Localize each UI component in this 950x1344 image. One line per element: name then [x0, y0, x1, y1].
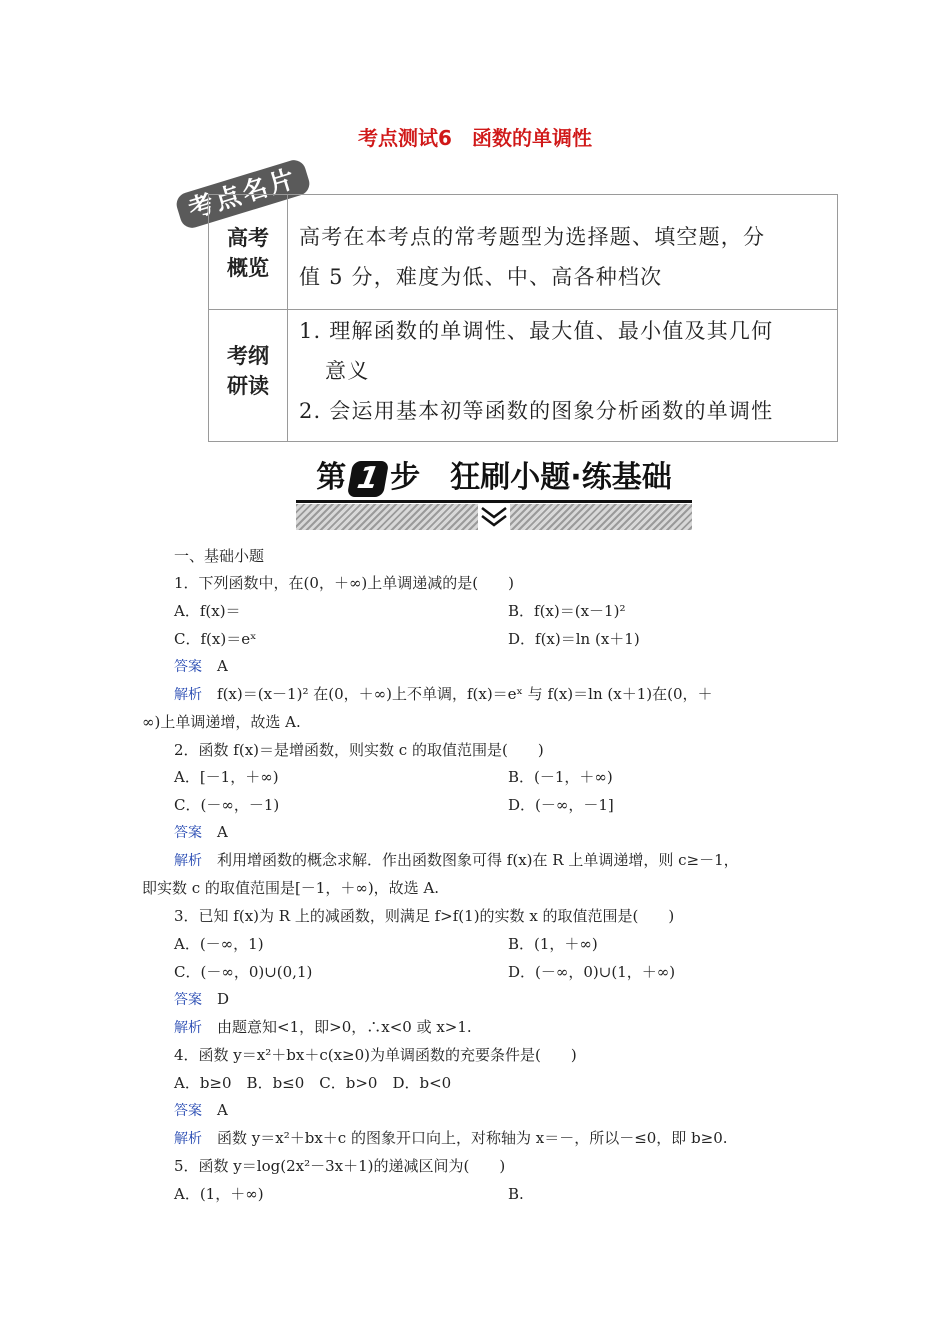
q2-option-c: C．(－∞，－1)	[174, 796, 280, 814]
card-stamp: 考点名片	[174, 157, 313, 231]
q1-analysis: 解析 f(x)＝(x－1)² 在(0，＋∞)上不单调，f(x)＝eˣ 与 f(x)＝ln (x＋1)在(0，＋	[174, 685, 713, 703]
q1-stem: 1．下列函数中，在(0，＋∞)上单调递减的是( )	[174, 574, 514, 592]
page-title: 考点测试6 函数的单调性	[358, 126, 592, 150]
q2-answer: 答案 A	[174, 823, 228, 841]
step-banner: 第 1 步 狂刷小题·练基础	[296, 456, 692, 534]
row2-line2: 意义	[325, 359, 370, 383]
q2-analysis-cont: 即实数 c 的取值范围是[－1，＋∞)，故选 A.	[142, 879, 440, 897]
row2-line1: 1. 理解函数的单调性、最大值、最小值及其几何	[299, 319, 774, 343]
q3-option-d: D．(－∞，0)∪(1，＋∞)	[508, 963, 676, 981]
q3-answer: 答案 D	[174, 990, 230, 1008]
q5-option-a: A．(1，＋∞)	[174, 1185, 264, 1203]
q4-stem: 4．函数 y＝x²＋bx＋c(x≥0)为单调函数的充要条件是( )	[174, 1046, 577, 1064]
row1-line2: 值 5 分，难度为低、中、高各种档次	[299, 265, 663, 289]
q1-analysis-cont: ∞)上单调递增，故选 A.	[142, 713, 301, 731]
q2-option-b: B．(－1，＋∞)	[508, 768, 613, 786]
q5-stem: 5．函数 y＝log(2x²－3x＋1)的递减区间为( )	[174, 1157, 506, 1175]
row1-line1: 高考在本考点的常考题型为选择题、填空题，分	[299, 225, 766, 249]
chevron-down-icon	[478, 504, 510, 530]
exam-card	[208, 194, 838, 442]
row2-label: 考纲 研读	[227, 344, 269, 398]
step-number: 1	[347, 461, 389, 497]
q4-options: A．b≥0 B．b≤0 C．b>0 D．b<0	[174, 1074, 452, 1092]
q2-stem: 2．函数 f(x)＝是增函数，则实数 c 的取值范围是( )	[174, 741, 544, 759]
q3-option-b: B．(1，＋∞)	[508, 935, 598, 953]
row2-line3: 2. 会运用基本初等函数的图象分析函数的单调性	[299, 399, 774, 423]
q2-option-d: D．(－∞，－1]	[508, 796, 614, 814]
q1-answer: 答案 A	[174, 657, 228, 675]
q3-option-c: C．(－∞，0)∪(0,1)	[174, 963, 313, 981]
q1-option-b: B．f(x)＝(x－1)²	[508, 602, 626, 620]
row1-label: 高考 概览	[227, 226, 269, 280]
q3-analysis: 解析 由题意知<1，即>0，∴x<0 或 x>1.	[174, 1018, 472, 1036]
q3-option-a: A．(－∞，1)	[174, 935, 264, 953]
q3-stem: 3．已知 f(x)为 R 上的减函数，则满足 f>f(1)的实数 x 的取值范围是( )	[174, 907, 675, 925]
q4-answer: 答案 A	[174, 1101, 228, 1119]
q4-analysis: 解析 函数 y＝x²＋bx＋c 的图象开口向上，对称轴为 x＝－，所以－≤0，即 b≥0.	[174, 1129, 728, 1147]
section-heading: 一、基础小题	[174, 547, 265, 565]
q1-option-d: D．f(x)＝ln (x＋1)	[508, 630, 640, 648]
q1-option-c: C．f(x)＝eˣ	[174, 630, 257, 648]
q5-option-b: B.	[508, 1185, 524, 1203]
q2-analysis: 解析 利用增函数的概念求解．作出函数图象可得 f(x)在 R 上单调递增，则 c≥－1，	[174, 851, 739, 869]
q1-option-a: A．f(x)＝	[174, 602, 241, 620]
q2-option-a: A．[－1，＋∞)	[174, 768, 279, 786]
